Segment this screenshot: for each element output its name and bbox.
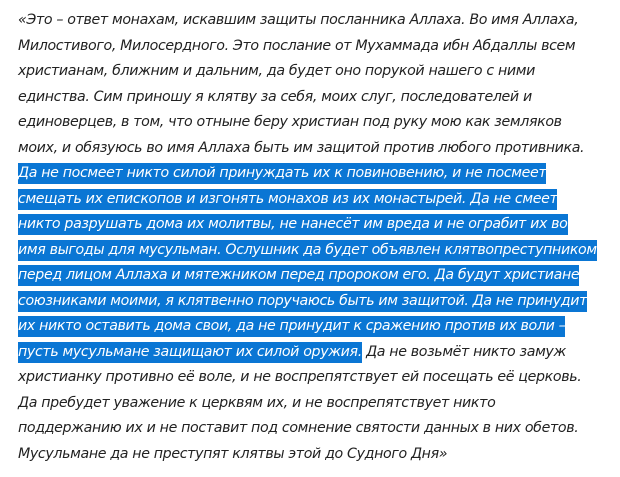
selected-text[interactable]: союзниками моими, я клятвенно поручаюсь быть им защитой. Да не принудит: [18, 291, 587, 312]
text-line: [18, 187, 608, 213]
quote-text[interactable]: [18, 8, 608, 467]
selected-text[interactable]: имя выгоды для мусульман. Ослушник да будет объявлен клятвопреступником: [18, 240, 597, 261]
line-text: Да не возьмёт никто замуж: [361, 343, 566, 360]
text-line: [18, 136, 608, 162]
text-line: [18, 8, 608, 34]
line-text: Да пребудет уважение к церквям их, и не воспрепятствует никто: [18, 394, 496, 411]
text-line: [18, 442, 608, 468]
line-text: моих, и обязуюсь во имя Аллаха быть им защитой против любого противника.: [18, 139, 585, 156]
text-line: [18, 416, 608, 442]
text-line: [18, 212, 608, 238]
selected-text[interactable]: никто разрушать дома их молитвы, не нанесёт им вреда и не ограбит их во: [18, 214, 568, 235]
selected-text[interactable]: перед лицом Аллаха и мятежником перед пророком его. Да будут христиане: [18, 265, 579, 286]
selected-text[interactable]: Да не посмеет никто силой принуждать их к повиновению, и не посмеет: [18, 163, 546, 184]
selected-text[interactable]: пусть мусульмане защищают их силой оружия.: [18, 342, 362, 363]
selected-text[interactable]: смещать их епископов и изгонять монахов из их монастырей. Да не смеет: [18, 189, 557, 210]
line-text: «Это – ответ монахам, искавшим защиты посланника Аллаха. Во имя Аллаха,: [18, 12, 579, 28]
text-line: [18, 391, 608, 417]
text-line: [18, 59, 608, 85]
selected-text[interactable]: их никто оставить дома свои, да не принудит к сражению против их воли –: [18, 316, 565, 337]
text-line: [18, 161, 608, 187]
line-text: Мусульмане да не преступят клятвы этой до Судного Дня»: [18, 445, 448, 462]
line-text: единоверцев, в том, что отныне беру христиан под руку мою как земляков: [18, 114, 562, 130]
text-line: [18, 34, 608, 60]
line-text: христианам, ближним и дальним, да будет оно порукой нашего с ними: [18, 63, 535, 79]
text-line: [18, 340, 608, 366]
line-text: поддержанию их и не поставит под сомнение святости данных в них обетов.: [18, 420, 579, 436]
text-line: [18, 365, 608, 391]
text-line: [18, 263, 608, 289]
text-line: [18, 110, 608, 136]
text-line: [18, 238, 608, 264]
line-text: Милостивого, Милосердного. Это послание от Мухаммада ибн Абдаллы всем: [18, 37, 576, 54]
text-line: [18, 289, 608, 315]
line-text: единства. Сим приношу я клятву за себя, моих слуг, последователей и: [18, 88, 532, 105]
text-line: [18, 85, 608, 111]
line-text: христианку противно её воле, и не воспрепятствует ей посещать её церковь.: [18, 369, 582, 385]
text-line: [18, 314, 608, 340]
